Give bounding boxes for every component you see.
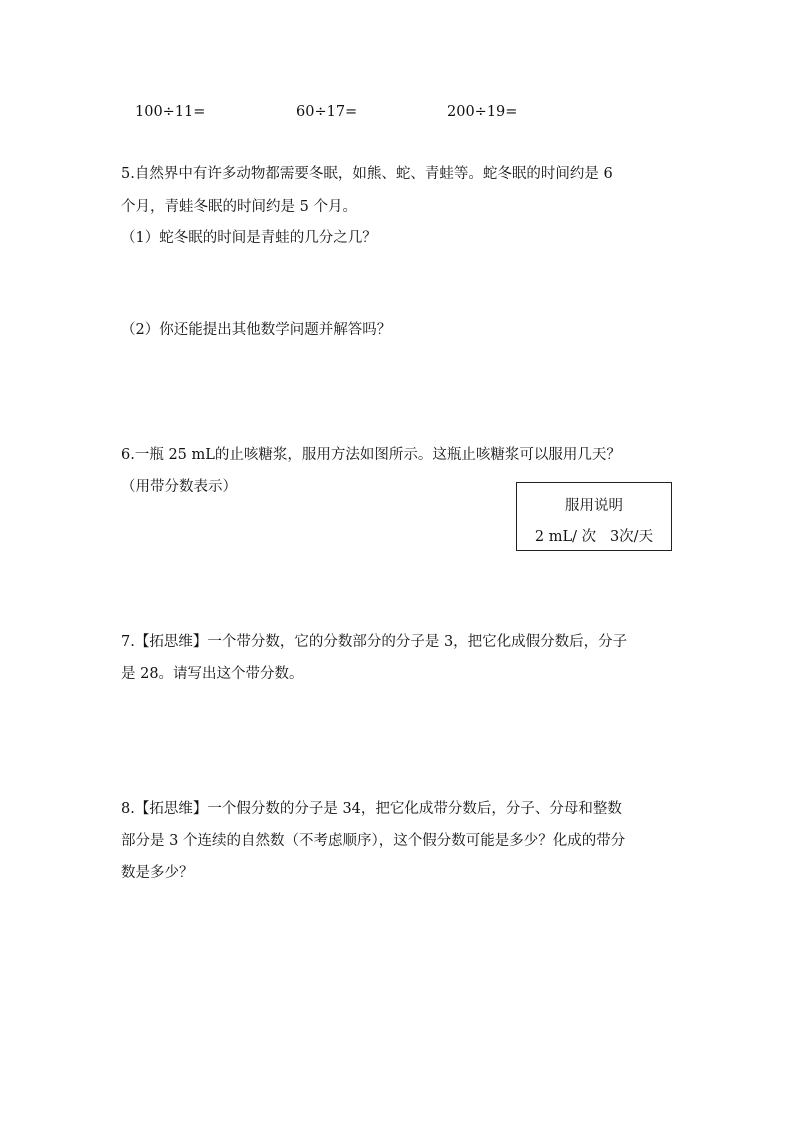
question-5-text-line-2: 个月，青蛙冬眠的时间约是 5 个月。 xyxy=(121,199,357,215)
dosage-instructions-box xyxy=(516,482,672,551)
dosage-instructions-body: 2 mL/ 次 3次/天 xyxy=(534,529,654,545)
question-5-subquestion-2: （2）你还能提出其他数学问题并解答吗？ xyxy=(121,322,392,338)
calculation-2: 60÷17= xyxy=(296,104,358,120)
question-5-text-line-1: 5.自然界中有许多动物都需要冬眠，如熊、蛇、青蛙等。蛇冬眠的时间约是 6 xyxy=(121,166,613,182)
calculation-3: 200÷19= xyxy=(447,104,518,120)
question-8-text-line-3: 数是多少？ xyxy=(121,865,194,881)
question-5-subquestion-1: （1）蛇冬眠的时间是青蛙的几分之几？ xyxy=(121,230,377,246)
calculation-1: 100÷11= xyxy=(135,104,206,120)
question-6-text-line-1: 6.一瓶 25 mL的止咳糖浆，服用方法如图所示。这瓶止咳糖浆可以服用几天？ xyxy=(121,447,621,463)
question-7-text-line-2: 是 28。请写出这个带分数。 xyxy=(121,666,304,682)
question-8-text-line-1: 8.【拓思维】一个假分数的分子是 34，把它化成带分数后，分子、分母和整数 xyxy=(121,801,622,817)
question-8-text-line-2: 部分是 3 个连续的自然数（不考虑顺序），这个假分数可能是多少？化成的带分 xyxy=(121,833,626,849)
dosage-instructions-title: 服用说明 xyxy=(565,498,623,514)
question-7-text-line-1: 7.【拓思维】一个带分数，它的分数部分的分子是 3，把它化成假分数后，分子 xyxy=(121,634,628,650)
question-6-text-line-2: （用带分数表示） xyxy=(121,479,237,495)
